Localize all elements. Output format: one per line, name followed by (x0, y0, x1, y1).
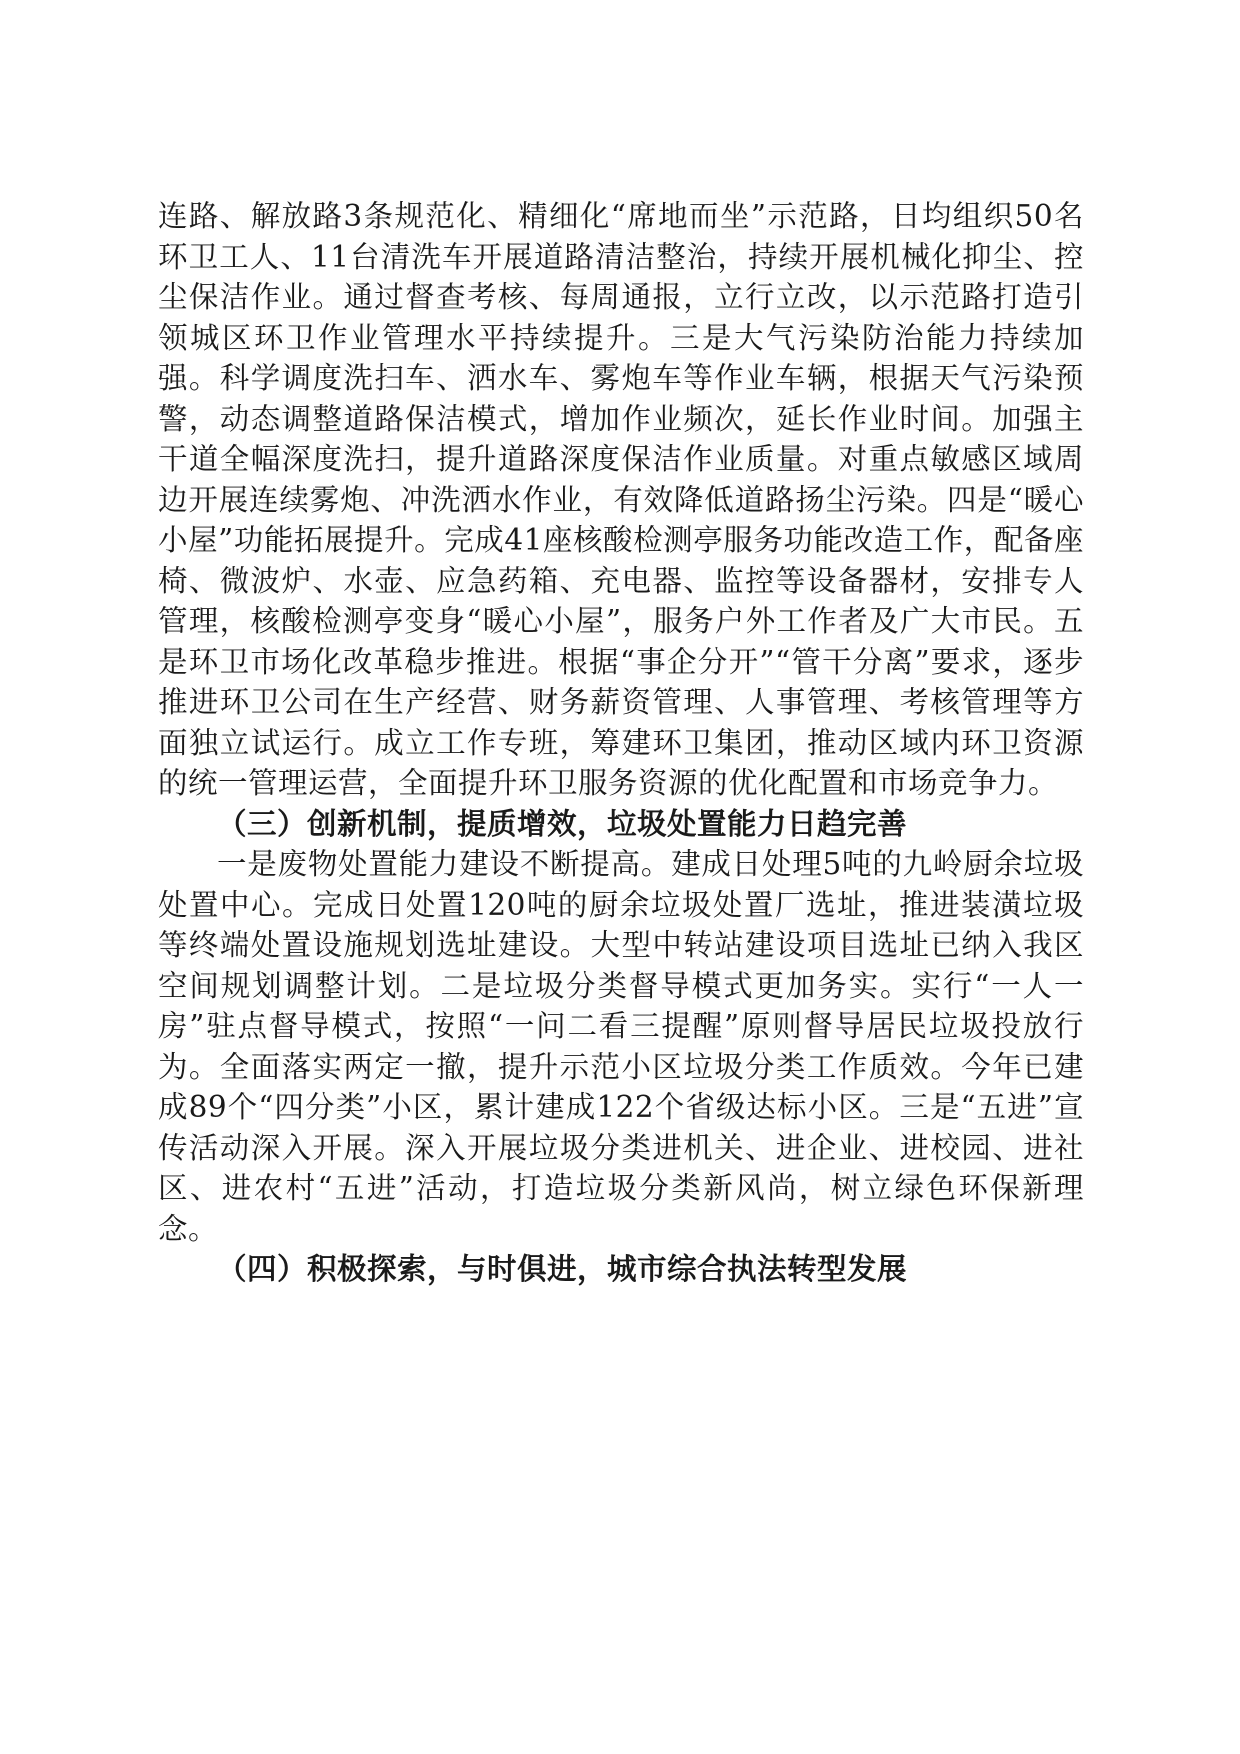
document-body (158, 196, 1084, 1290)
continuation-paragraph: 连路、解放路3条规范化、精细化“席地而坐”示范路，日均组织50名环卫工人、11台清洗车开展道路清洁整治，持续开展机械化抑尘、控尘保洁作业。通过督查考核、每周通报，立行立改，以示范路打造引领城区环卫作业管理水平持续提升。三是大气污染防治能力持续加强。科学调度洗扫车、洒水车、雾炮车等作业车辆，根据天气污染预警，动态调整道路保洁模式，增加作业频次，延长作业时间。加强主干道全幅深度洗扫，提升道路深度保洁作业质量。对重点敏感区域周边开展连续雾炮、冲洗洒水作业，有效降低道路扬尘污染。四是“暖心小屋”功能拓展提升。完成41座核酸检测亭服务功能改造工作，配备座椅、微波炉、水壶、应急药箱、充电器、监控等设备器材，安排专人管理，核酸检测亭变身“暖心小屋”，服务户外工作者及广大市民。五是环卫市场化改革稳步推进。根据“事企分开”“管干分离”要求，逐步推进环卫公司在生产经营、财务薪资管理、人事管理、考核管理等方面独立试运行。成立工作专班，筹建环卫集团，推动区域内环卫资源的统一管理运营，全面提升环卫服务资源的优化配置和市场竞争力。 (158, 199, 1084, 800)
section-3-paragraph: 一是废物处置能力建设不断提高。建成日处理5吨的九岭厨余垃圾处置中心。完成日处置120吨的厨余垃圾处置厂选址，推进装潢垃圾等终端处置设施规划选址建设。大型中转站建设项目选址已纳入我区空间规划调整计划。二是垃圾分类督导模式更加务实。实行“一人一房”驻点督导模式，按照“一问二看三提醒”原则督导居民垃圾投放行为。全面落实两定一撤，提升示范小区垃圾分类工作质效。今年已建成89个“四分类”小区，累计建成122个省级达标小区。三是“五进”宣传活动深入开展。深入开展垃圾分类进机关、进企业、进校园、进社区、进农村“五进”活动，打造垃圾分类新风尚，树立绿色环保新理念。 (158, 847, 1084, 1246)
section-heading-4: （四）积极探索，与时俱进，城市综合执法转型发展 (217, 1251, 908, 1286)
section-heading-3: （三）创新机制，提质增效，垃圾处置能力日趋完善 (217, 805, 908, 841)
